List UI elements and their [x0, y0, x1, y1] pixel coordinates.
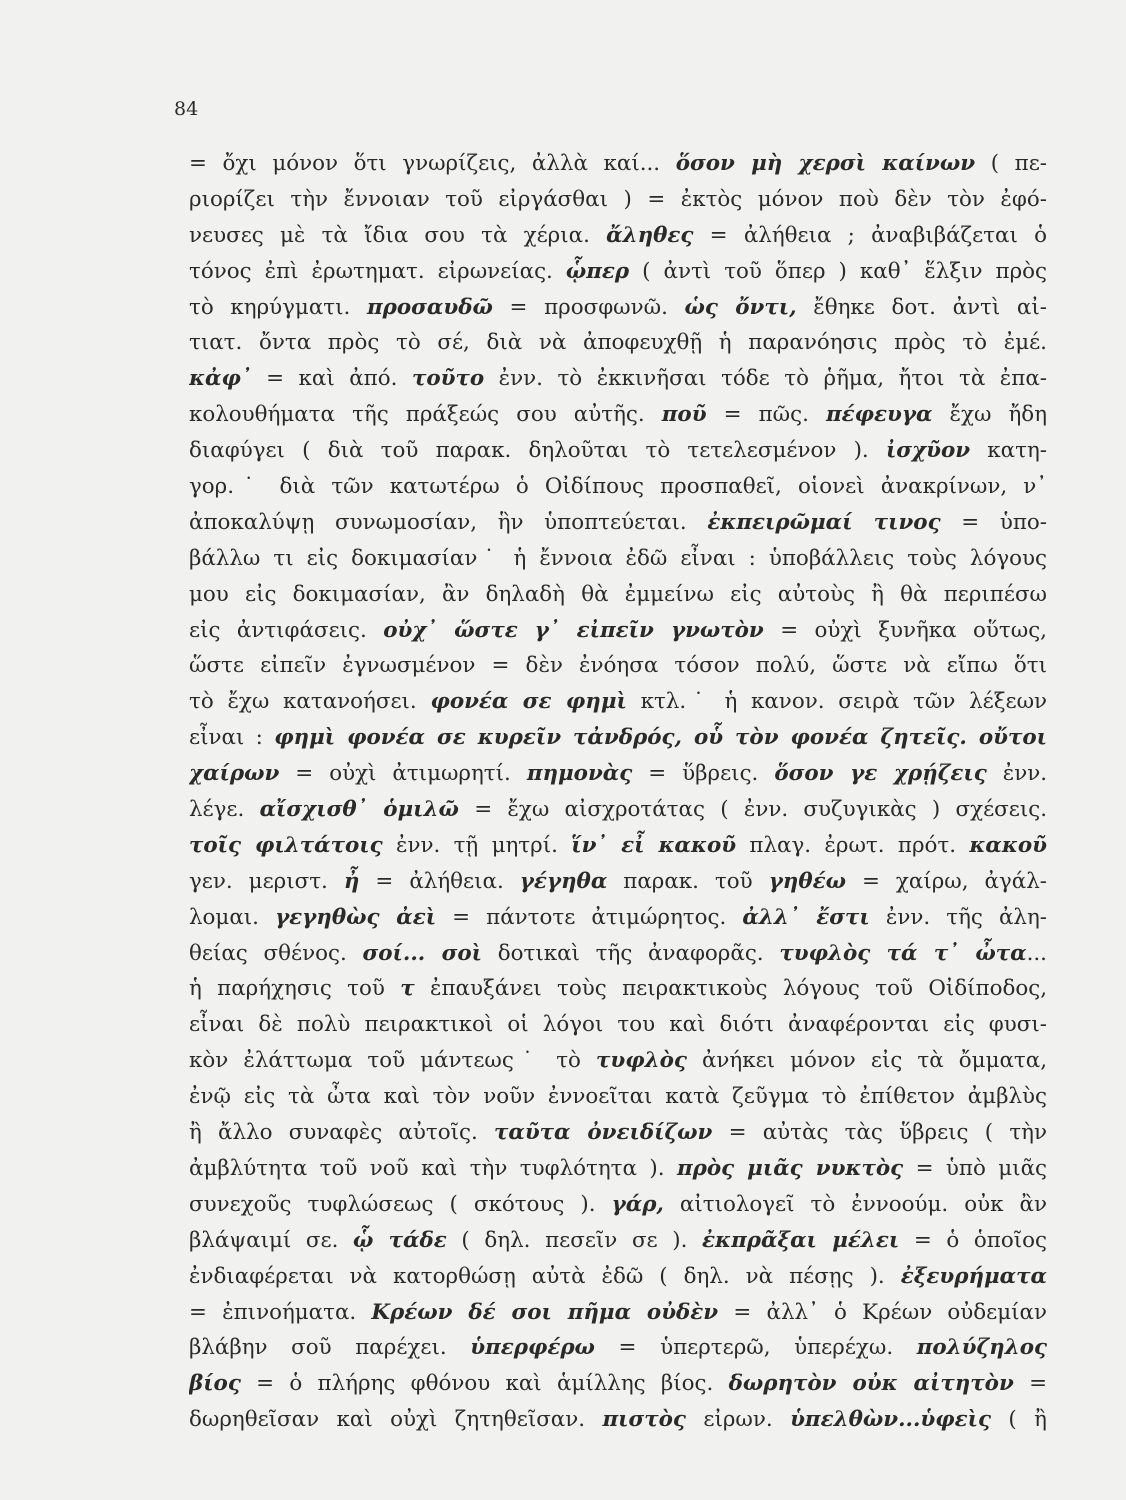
- text-line: χαίρων = οὐχὶ ἀτιμωρητί. πημονὰς = ὕβρεις. ὅσον γε χρῄζεις ἐνν.: [189, 761, 1047, 787]
- text-line: βάλλω τι εἰς δοκιμασίαν˙ ἡ ἔννοια ἐδῶ εἶναι : ὑποβάλλεις τοὺς λόγους: [189, 545, 1047, 571]
- text-line: = ὄχι μόνον ὅτι γνωρίζεις, ἀλλὰ καί... ὅσον μὴ χερσὶ καίνων ( πε-: [189, 151, 1047, 176]
- text-line: βλάψαιμί σε. ᾧ τάδε ( δηλ. πεσεῖν σε ). ἐκπρᾶξαι μέλει = ὁ ὁποῖος: [189, 1227, 1047, 1253]
- text-line: διαφύγει ( διὰ τοῦ παρακ. δηλοῦται τὸ τετελεσμένον ). ἰσχῦον κατη-: [189, 438, 1047, 464]
- text-line: συνεχοῦς τυφλώσεως ( σκότους ). γάρ, αἰτιολογεῖ τὸ ἐννοούμ. οὐκ ἂν: [189, 1191, 1047, 1217]
- commentary-text: [189, 146, 1047, 1438]
- text-line: ἀποκαλύψῃ συνωμοσίαν, ἣν ὑποπτεύεται. ἐκπειρῶμαί τινος = ὑπο-: [189, 509, 1047, 535]
- text-line: δωρηθεῖσαν καὶ οὐχὶ ζητηθεῖσαν. πιστὸς εἰρων. ὑπελθὼν...ὑφεὶς ( ἢ: [189, 1407, 1047, 1433]
- text-line: νευσες μὲ τὰ ἴδια σου τὰ χέρια. ἄληθες = ἀλήθεια ; ἀναβιβάζεται ὁ: [189, 222, 1047, 248]
- text-line: ἐνῷ εἰς τὰ ὦτα καὶ τὸν νοῦν ἐννοεῖται κατὰ ζεῦγμα τὸ ἐπίθετον ἀμβλὺς: [189, 1084, 1047, 1110]
- text-line: εἰς ἀντιφάσεις. οὐχ᾽ ὥστε γ᾽ εἰπεῖν γνωτὸν = οὐχὶ ξυνῆκα οὕτως,: [189, 617, 1047, 643]
- text-line: τόνος ἐπὶ ἐρωτηματ. εἰρωνείας. ᾧπερ ( ἀντὶ τοῦ ὅπερ ) καθ᾽ ἕλξιν πρὸς: [189, 258, 1047, 284]
- text-line: εἶναι δὲ πολὺ πειρακτικοὶ οἱ λόγοι του καὶ διότι ἀναφέρονται εἰς φυσι-: [189, 1012, 1047, 1038]
- text-line: ἢ ἄλλο συναφὲς αὐτοῖς. ταῦτα ὀνειδίζων = αὐτὰς τὰς ὕβρεις ( τὴν: [189, 1120, 1047, 1146]
- text-line: κολουθήματα τῆς πράξεώς σου αὐτῆς. ποῦ = πῶς. πέφευγα ἔχω ἤδη: [189, 402, 1047, 428]
- text-line: εἶναι : φημὶ φονέα σε κυρεῖν τἀνδρός, οὗ τὸν φονέα ζητεῖς. οὔτοι: [189, 725, 1047, 751]
- text-line: ἀμβλύτητα τοῦ νοῦ καὶ τὴν τυφλότητα ). πρὸς μιᾶς νυκτὸς = ὑπὸ μιᾶς: [189, 1155, 1047, 1181]
- text-line: ὥστε εἰπεῖν ἐγνωσμένον = δὲν ἐνόησα τόσον πολύ, ὥστε νὰ εἴπω ὅτι: [189, 653, 1047, 679]
- text-line: βλάβην σοῦ παρέχει. ὑπερφέρω = ὑπερτερῶ, ὑπερέχω. πολύζηλος: [189, 1335, 1047, 1361]
- text-line: κὸν ἐλάττωμα τοῦ μάντεως˙ τὸ τυφλὸς ἀνήκει μόνον εἰς τὰ ὄμματα,: [189, 1048, 1047, 1074]
- text-line: λέγε. αἴσχισθ᾽ ὁμιλῶ = ἔχω αἰσχροτάτας ( ἐνν. συζυγικὰς ) σχέσεις.: [189, 797, 1047, 823]
- text-line: ἐνδιαφέρεται νὰ κατορθώσῃ αὐτὰ ἐδῶ ( δηλ. νὰ πέσῃς ). ἐξευρήματα: [189, 1263, 1047, 1289]
- text-line: τιατ. ὄντα πρὸς τὸ σέ, διὰ νὰ ἀποφευχθῇ ἡ παρανόησις πρὸς τὸ ἐμέ.: [189, 330, 1047, 356]
- text-line: γορ.˙ διὰ τῶν κατωτέρω ὁ Οἰδίπους προσπαθεῖ, οἱονεὶ ἀνακρίνων, ν᾽: [189, 474, 1047, 500]
- text-line: = ἐπινοήματα. Κρέων δέ σοι πῆμα οὐδὲν = ἀλλ᾽ ὁ Κρέων οὐδεμίαν: [189, 1299, 1047, 1325]
- text-line: γεν. μεριστ. ἦ = ἀλήθεια. γέγηθα παρακ. τοῦ γηθέω = χαίρω, ἀγάλ-: [189, 868, 1047, 894]
- text-line: μου εἰς δοκιμασίαν, ἂν δηλαδὴ θὰ ἐμμείνω εἰς αὐτοὺς ἢ θὰ περιπέσω: [189, 581, 1047, 607]
- text-line: κἀφ᾽ = καὶ ἀπό. τοῦτο ἐνν. τὸ ἐκκινῆσαι τόδε τὸ ῥῆμα, ἤτοι τὰ ἐπα-: [189, 366, 1047, 392]
- text-line: ριορίζει τὴν ἔννοιαν τοῦ εἰργάσθαι ) = ἐκτὸς μόνον ποὺ δὲν τὸν ἐφό-: [189, 186, 1047, 212]
- text-line: τοῖς φιλτάτοις ἐνν. τῇ μητρί. ἵν᾽ εἶ κακοῦ πλαγ. ἐρωτ. πρότ. κακοῦ: [189, 832, 1047, 858]
- text-line: λομαι. γεγηθὼς ἀεὶ = πάντοτε ἀτιμώρητος. ἀλλ᾽ ἔστι ἐνν. τῆς ἀλη-: [189, 904, 1047, 930]
- text-line: τὸ κηρύγματι. προσαυδῶ = προσφωνῶ. ὡς ὄντι, ἔθηκε δοτ. ἀντὶ αἰ-: [189, 294, 1047, 320]
- text-line: τὸ ἔχω κατανοήσει. φονέα σε φημὶ κτλ.˙ ἡ κανον. σειρὰ τῶν λέξεων: [189, 689, 1047, 715]
- text-line: θείας σθένος. σοί... σοὶ δοτικαὶ τῆς ἀναφορᾶς. τυφλὸς τά τ᾽ ὦτα...: [189, 940, 1047, 966]
- page-number: 84: [174, 98, 199, 120]
- text-line: ἡ παρήχησις τοῦ τ ἐπαυξάνει τοὺς πειρακτικοὺς λόγους τοῦ Οἰδίποδος,: [189, 976, 1047, 1002]
- text-line: βίος = ὁ πλήρης φθόνου καὶ ἁμίλλης βίος. δωρητὸν οὐκ αἰτητὸν =: [189, 1371, 1047, 1397]
